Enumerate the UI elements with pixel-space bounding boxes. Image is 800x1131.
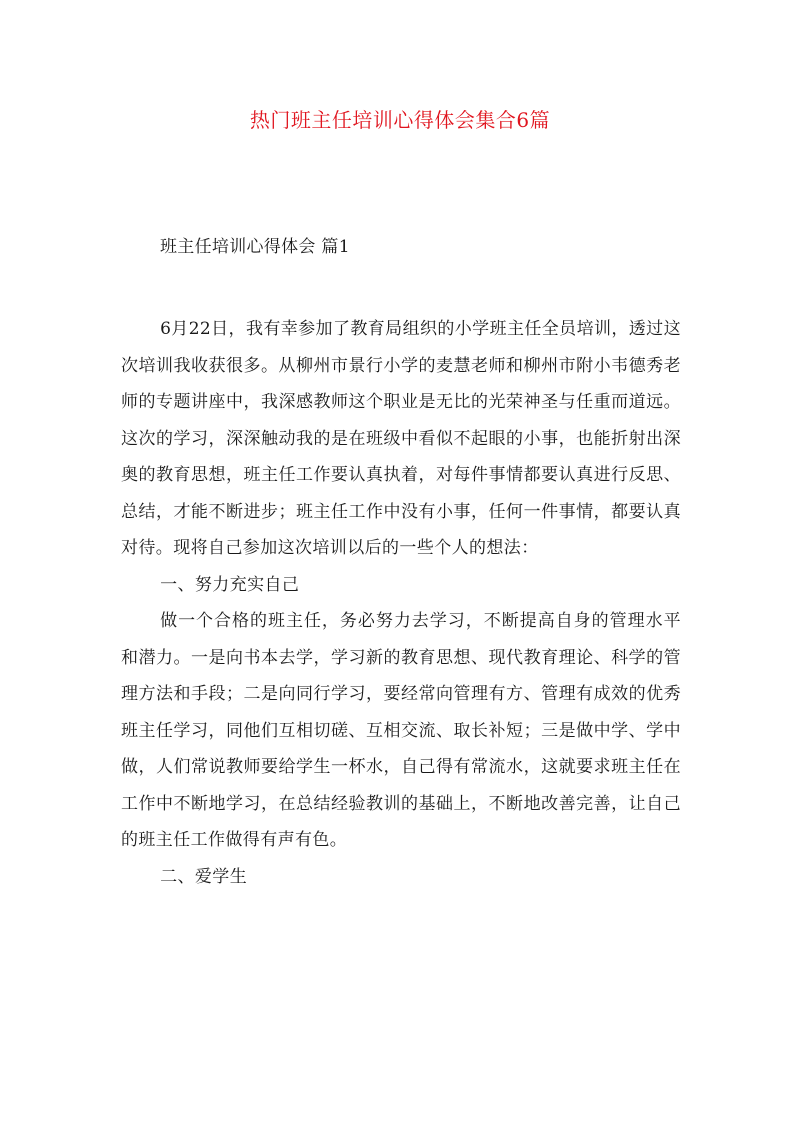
document-body <box>121 311 681 895</box>
paragraph-intro: 6月22日，我有幸参加了教育局组织的小学班主任全员培训，透过这次培训我收获很多。从柳州市景行小学的麦慧老师和柳州市附小韦德秀老师的专题讲座中，我深感教师这个职业是无比的光荣神圣与任重而道远。这次的学习，深深触动我的是在班级中看似不起眼的小事，也能折射出深奥的教育思想，班主任工作要认真执着，对每件事情都要认真进行反思、总结，才能不断进步；班主任工作中没有小事，任何一件事情，都要认真对待。现将自己参加这次培训以后的一些个人的想法： <box>121 319 681 558</box>
section-subtitle: 班主任培训心得体会 篇1 <box>160 237 350 257</box>
paragraph-section-1: 做一个合格的班主任，务必努力去学习，不断提高自身的管理水平和潜力。一是向书本去学，学习新的教育思想、现代教育理论、科学的管理方法和手段；二是向同行学习，要经常向管理有方、管理有成效的优秀班主任学习，同他们互相切磋、互相交流、取长补短；三是做中学、学中做，人们常说教师要给学生一杯水，自己得有常流水，这就要求班主任在工作中不断地学习，在总结经验教训的基础上，不断地改善完善，让自己的班主任工作做得有声有色。 <box>121 611 681 850</box>
heading-section-1: 一、努力充实自己 <box>160 574 300 595</box>
heading-section-2: 二、爱学生 <box>160 866 248 887</box>
document-title: 热门班主任培训心得体会集合6篇 <box>249 108 551 132</box>
